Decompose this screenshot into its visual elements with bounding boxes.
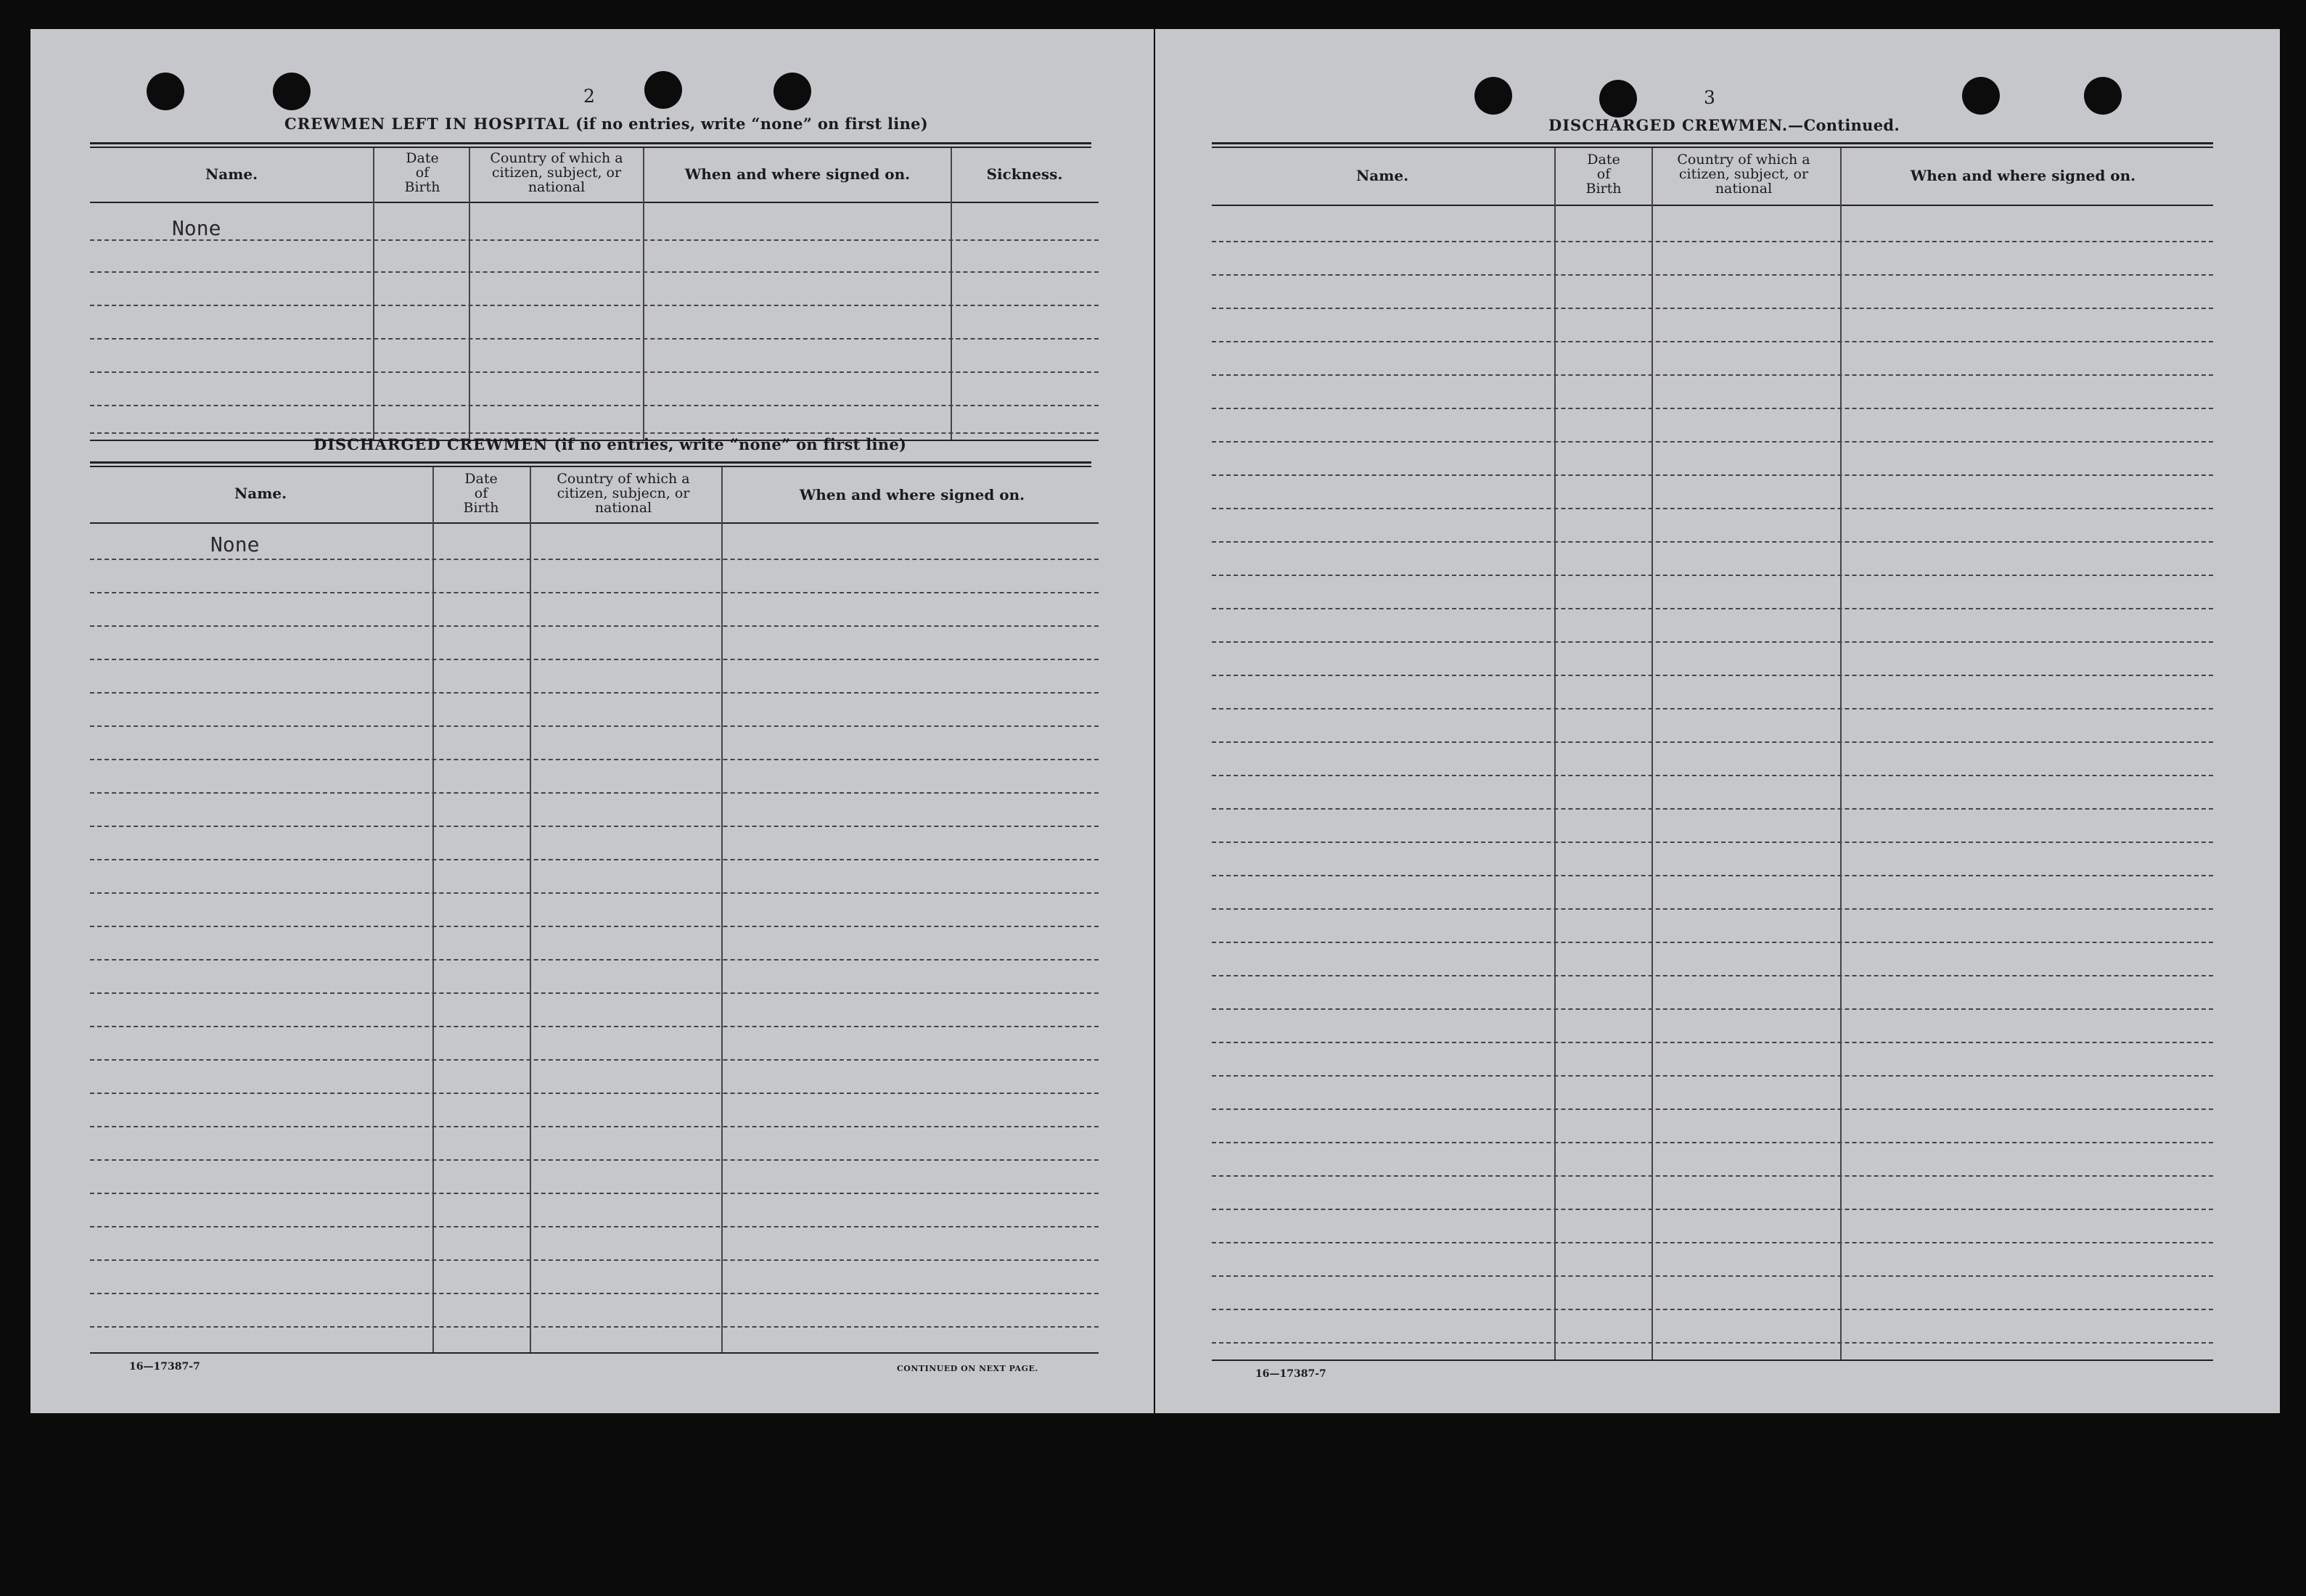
header-rule	[90, 466, 1091, 467]
discharged-section-title	[313, 435, 906, 453]
column-header-country: Country of which a citizen, subject, or national	[1677, 152, 1810, 197]
column-header-country: Country of which a citizen, subjecn, or national	[557, 471, 690, 516]
column-divider	[432, 467, 434, 1354]
column-divider	[1840, 148, 1842, 1361]
column-header-sickness: Sickness.	[986, 165, 1063, 183]
column-divider	[951, 148, 952, 440]
punch-hole	[2084, 77, 2122, 115]
hospital-title-note: (if no entries, write “none” on first line)	[575, 115, 929, 133]
column-header-name: Name.	[205, 165, 258, 183]
header-rule	[90, 461, 1091, 464]
section-end-rule	[1212, 1360, 2213, 1361]
right-form-page	[1155, 29, 2280, 1413]
column-divider	[373, 148, 374, 440]
column-divider	[1554, 148, 1556, 1361]
discharged-entry-name: None	[210, 532, 260, 556]
punch-hole	[774, 73, 811, 110]
column-divider	[1651, 148, 1653, 1361]
section-end-rule	[90, 1352, 1099, 1354]
column-header-name: Name.	[234, 485, 287, 502]
page-number: 3	[1704, 87, 1715, 108]
punch-hole	[147, 73, 184, 110]
form-number: 16—17387-7	[129, 1361, 200, 1373]
discharged-title-text: DISCHARGED CREWMEN	[313, 435, 549, 453]
punch-hole	[1474, 77, 1512, 115]
left-form-page	[30, 29, 1154, 1413]
punch-hole	[1599, 80, 1637, 118]
column-divider	[643, 148, 644, 440]
header-underline	[90, 202, 1099, 203]
page-number: 2	[583, 86, 595, 107]
discharged-cont-title-text: DISCHARGED CREWMEN.	[1548, 116, 1789, 134]
discharged-title-note: (if no entries, write “none” on first line)	[554, 435, 907, 453]
header-rule	[90, 147, 1091, 148]
header-underline	[1212, 205, 2213, 206]
discharged-cont-note: —Continued.	[1788, 116, 1900, 134]
column-header-country: Country of which a citizen, subject, or national	[490, 150, 623, 195]
header-rule	[1212, 142, 2213, 144]
hospital-section-title	[284, 115, 928, 133]
column-header-signed: When and where signed on.	[1910, 167, 2136, 184]
column-header-dob: Date of Birth	[1585, 152, 1622, 197]
column-header-signed: When and where signed on.	[799, 486, 1025, 503]
header-underline	[90, 522, 1099, 524]
header-rule	[1212, 147, 2213, 148]
form-number: 16—17387-7	[1255, 1368, 1326, 1380]
continued-note: CONTINUED ON NEXT PAGE.	[897, 1364, 1038, 1373]
column-divider	[530, 467, 531, 1354]
punch-hole	[644, 71, 682, 109]
column-divider	[721, 467, 723, 1354]
punch-hole	[1962, 77, 2000, 115]
column-header-name: Name.	[1355, 167, 1409, 184]
column-header-signed: When and where signed on.	[684, 165, 911, 183]
hospital-entry-name: None	[172, 216, 221, 240]
hospital-title-text: CREWMEN LEFT IN HOSPITAL	[284, 115, 570, 133]
punch-hole	[273, 73, 311, 110]
column-header-dob: Date of Birth	[404, 150, 440, 195]
header-rule	[90, 142, 1091, 144]
column-divider	[469, 148, 470, 440]
column-header-dob: Date of Birth	[463, 471, 499, 516]
discharged-cont-title	[1548, 116, 1900, 134]
